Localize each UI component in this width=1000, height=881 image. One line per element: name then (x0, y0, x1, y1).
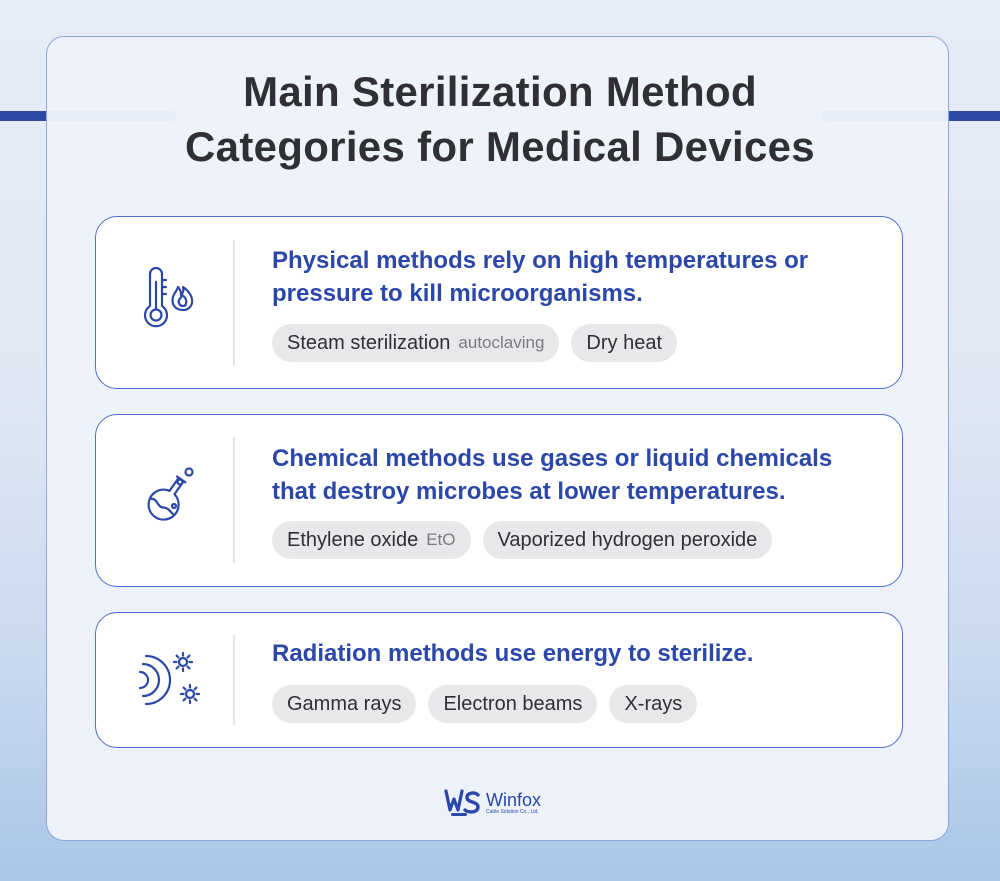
card-description: Radiation methods use energy to sterilize. (272, 640, 754, 667)
tag-steam-sterilization (272, 324, 559, 362)
radiation-waves-icon (130, 640, 210, 720)
tag-list (272, 324, 677, 362)
tag-list (272, 521, 772, 559)
tag-note: EtO (426, 530, 456, 549)
tag-label: Dry heat (586, 331, 663, 354)
tag-dry-heat (571, 324, 677, 362)
tag-note: autoclaving (458, 333, 545, 352)
winfox-logo-mark (444, 788, 482, 818)
logo-subtitle: Cable Solution Co., Ltd. (486, 809, 539, 815)
tag-label: Electron beams (443, 692, 583, 715)
tag-x-rays (609, 685, 697, 723)
method-card-radiation (95, 612, 903, 748)
card-divider (233, 240, 235, 366)
card-description: Chemical methods use gases or liquid chemicals that destroy microbes at lower temperatures. (272, 445, 833, 505)
chemical-flask-icon (130, 460, 210, 540)
tag-vaporized-hydrogen-peroxide (483, 521, 773, 559)
card-divider (233, 635, 235, 725)
tag-electron-beams (428, 685, 597, 723)
tag-list (272, 685, 697, 723)
tag-label: X-rays (624, 692, 683, 715)
tag-label: Gamma rays (287, 692, 402, 715)
thermometer-flame-icon (130, 262, 210, 342)
page-title (0, 64, 1000, 174)
card-description: Physical methods rely on high temperatures or pressure to kill microorganisms. (272, 247, 809, 307)
title-line-1: Main Sterilization Method (243, 68, 757, 115)
tag-gamma-rays (272, 685, 416, 723)
tag-label: Ethylene oxide (287, 528, 419, 551)
company-logo (444, 788, 541, 818)
card-divider (233, 437, 235, 563)
tag-label: Vaporized hydrogen peroxide (497, 528, 758, 551)
logo-name: Winfox (486, 790, 542, 810)
tag-ethylene-oxide (272, 521, 471, 559)
title-line-2: Categories for Medical Devices (185, 123, 815, 170)
tag-label: Steam sterilization (287, 331, 451, 354)
